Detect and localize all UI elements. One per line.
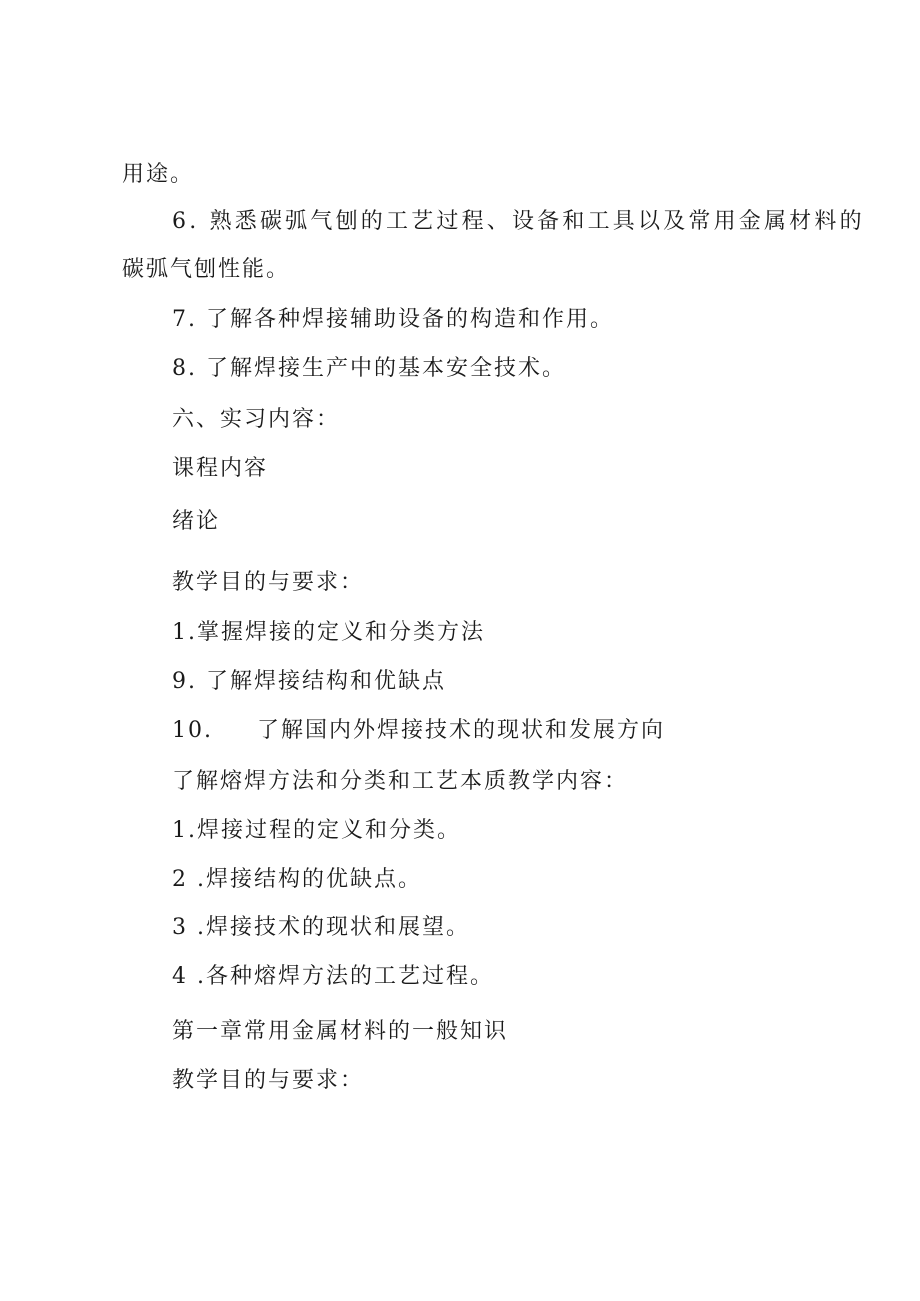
- text-line: 了解熔焊方法和分类和工艺本质教学内容：: [172, 769, 629, 794]
- text-line: 教学目的与要求：: [172, 1068, 365, 1093]
- list-item: 1.焊接过程的定义和分类。: [172, 818, 461, 843]
- text-line: 用途。: [122, 162, 195, 187]
- text-line: 课程内容: [172, 456, 269, 481]
- text-line: 碳弧气刨性能。: [122, 257, 291, 282]
- text-line: 7. 了解各种焊接辅助设备的构造和作用。: [172, 307, 614, 332]
- text-line: 绪论: [172, 509, 221, 534]
- list-text: 了解国内外焊接技术的现状和发展方向: [257, 718, 666, 743]
- list-item: 4 .各种熔焊方法的工艺过程。: [172, 964, 494, 989]
- section-heading: 六、实习内容：: [172, 407, 341, 432]
- list-item: 2 .焊接结构的优缺点。: [172, 867, 422, 892]
- chapter-heading: 第一章常用金属材料的一般知识: [172, 1019, 509, 1044]
- text-line: 6. 熟悉碳弧气刨的工艺过程、设备和工具以及常用金属材料的: [172, 209, 865, 234]
- text-line: 教学目的与要求：: [172, 570, 365, 595]
- text-line: 8. 了解焊接生产中的基本安全技术。: [172, 356, 566, 381]
- list-item: 9. 了解焊接结构和优缺点: [172, 669, 446, 694]
- list-item: 1.掌握焊接的定义和分类方法: [172, 620, 485, 645]
- list-item: [172, 716, 665, 746]
- list-item: 3 .焊接技术的现状和展望。: [172, 915, 470, 940]
- list-number: 10.: [172, 718, 213, 743]
